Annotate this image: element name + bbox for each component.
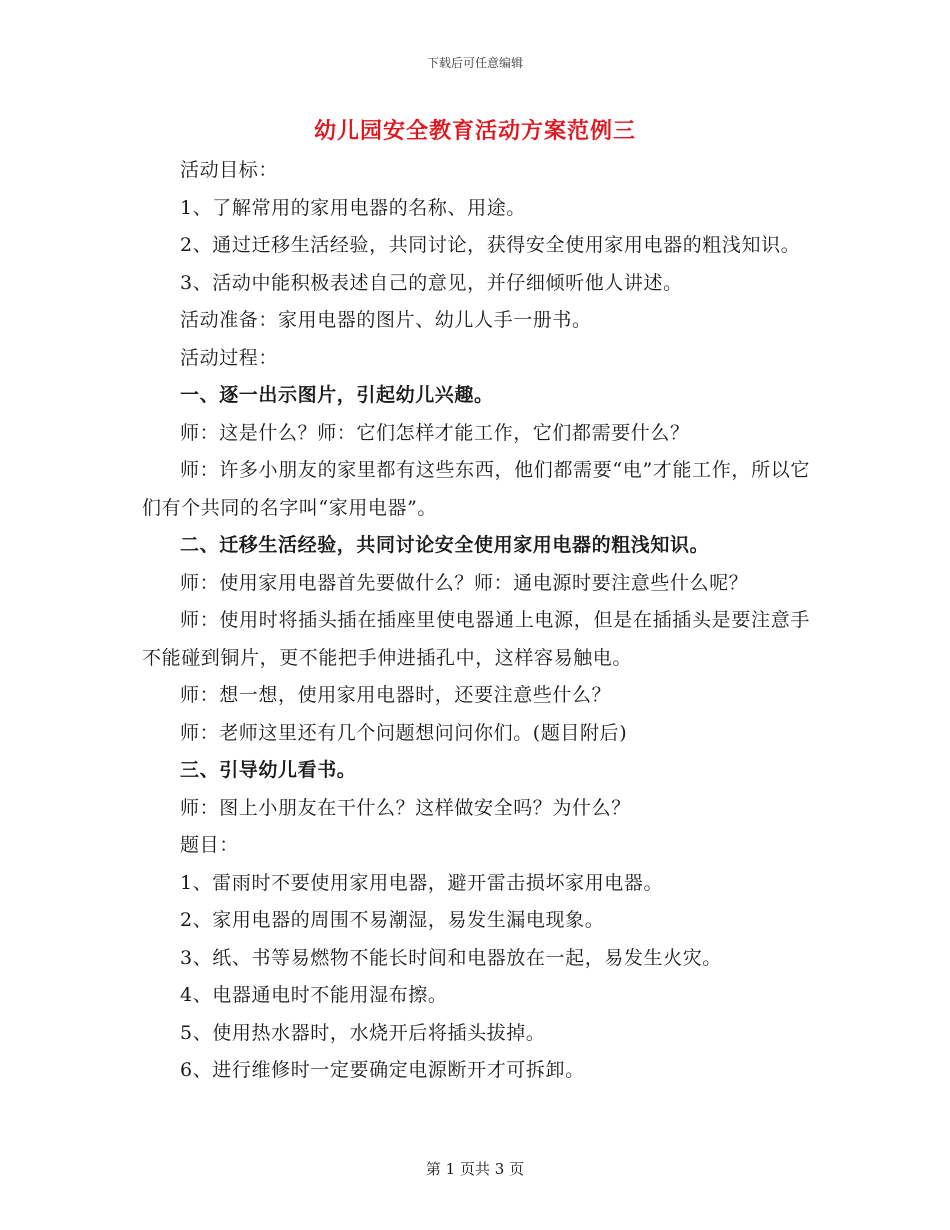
paragraph: 师：使用时将插头插在插座里使电器通上电源，但是在插插头是要注意手不能碰到铜片，更不能把手伸进插孔中，这样容易触电。 bbox=[142, 609, 810, 669]
section-heading: 二、迁移生活经验，共同讨论安全使用家用电器的粗浅知识。 bbox=[180, 534, 710, 556]
list-item: 2、家用电器的周围不易潮湿，易发生漏电现象。 bbox=[180, 909, 605, 931]
paragraph: 2、通过迁移生活经验，共同讨论，获得安全使用家用电器的粗浅知识。 bbox=[180, 234, 801, 256]
paragraph: 题目： bbox=[180, 834, 239, 856]
list-item: 6、进行维修时一定要确定电源断开才可拆卸。 bbox=[180, 1059, 585, 1081]
paragraph: 活动准备：家用电器的图片、幼儿人手一册书。 bbox=[180, 309, 592, 331]
document-title: 幼儿园安全教育活动方案范例三 bbox=[313, 118, 636, 144]
page-indicator: 第 1 页共 3 页 bbox=[425, 1160, 525, 1178]
section-heading: 三、引导幼儿看书。 bbox=[180, 759, 357, 781]
list-item: 4、电器通电时不能用湿布擦。 bbox=[180, 984, 448, 1006]
list-item: 5、使用热水器时，水烧开后将插头拔掉。 bbox=[180, 1021, 546, 1044]
paragraph: 师：想一想，使用家用电器时，还要注意些什么？ bbox=[180, 684, 612, 706]
paragraph: 师：许多小朋友的家里都有这些东西，他们都需要“电”才能工作，所以它们有个共同的名字叫“家用电器”。 bbox=[142, 459, 810, 519]
document-body bbox=[142, 152, 810, 1090]
list-item: 1、雷雨时不要使用家用电器，避开雷击损坏家用电器。 bbox=[180, 871, 664, 894]
paragraph: 师：这是什么？师：它们怎样才能工作，它们都需要什么？ bbox=[180, 421, 690, 444]
paragraph: 活动目标： bbox=[180, 159, 279, 181]
paragraph: 师：老师这里还有几个问题想问问你们。(题目附后) bbox=[180, 721, 628, 744]
paragraph: 3、活动中能积极表述自己的意见，并仔细倾听他人讲述。 bbox=[180, 271, 683, 294]
list-item: 3、纸、书等易燃物不能长时间和电器放在一起，易发生火灾。 bbox=[180, 946, 722, 969]
header-note: 下载后可任意编辑 bbox=[426, 56, 523, 70]
paragraph: 活动过程： bbox=[180, 346, 279, 369]
paragraph: 1、了解常用的家用电器的名称、用途。 bbox=[180, 196, 526, 219]
paragraph: 师：图上小朋友在干什么？这样做安全吗？为什么？ bbox=[180, 796, 631, 819]
section-heading: 一、逐一出示图片，引起幼儿兴趣。 bbox=[180, 384, 494, 406]
paragraph: 师：使用家用电器首先要做什么？师：通电源时要注意些什么呢？ bbox=[180, 571, 749, 594]
